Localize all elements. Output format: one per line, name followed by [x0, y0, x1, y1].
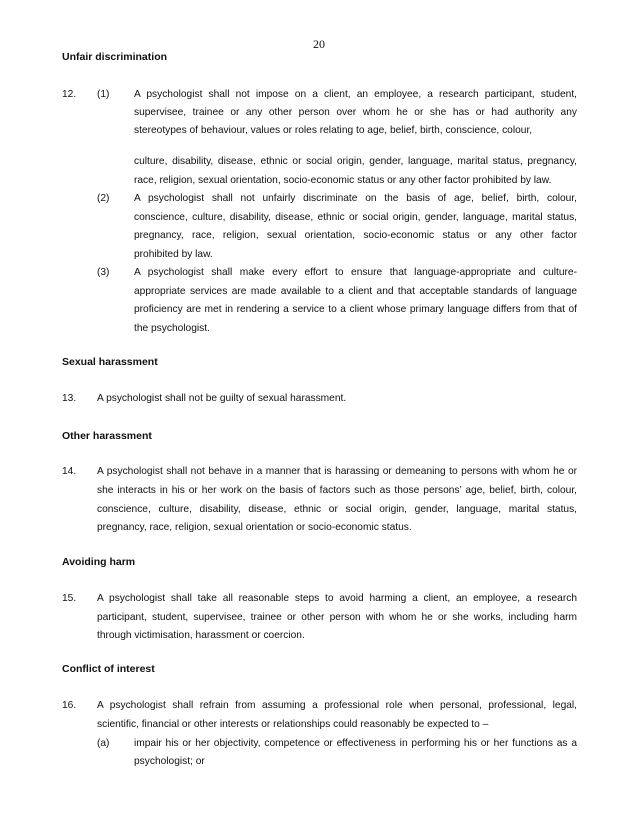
- text-line: culture, disability, disease, ethnic or social origin, gender, language, marital status, pregnancy,: [134, 156, 577, 167]
- text-line: psychologist; or: [134, 756, 205, 767]
- subclause-label: (2): [97, 193, 110, 204]
- text-line: pregnancy, race, religion, sexual orientation, socio-economic status or any other factor: [134, 230, 577, 241]
- text-line: impair his or her objectivity, competence or effectiveness in performing his or her functions as a: [134, 738, 577, 749]
- text-line: conscience, culture, disability, disease, ethnic or social origin, gender, language, marital status,: [97, 504, 577, 515]
- text-line: participant, student, supervisee, trainee or other person with whom he or she works, including harm: [97, 612, 577, 623]
- text-line: A psychologist shall make every effort to ensure that language-appropriate and culture-: [134, 267, 577, 278]
- text-line: A psychologist shall not impose on a client, an employee, a research participant, student,: [134, 89, 577, 100]
- text-line: A psychologist shall not behave in a manner that is harassing or demeaning to persons with whom he or: [97, 466, 577, 477]
- text-line: scientific, financial or other interests or relationships could reasonably be expected to –: [97, 719, 489, 730]
- text-line: pregnancy, race, religion, sexual orientation or socio-economic status.: [97, 522, 412, 533]
- subclause-label: (3): [97, 267, 110, 278]
- text-line: race, religion, sexual orientation, socio-economic status or any other factor prohibited by law.: [134, 175, 552, 186]
- page-number: 20: [313, 37, 325, 51]
- section-heading: Sexual harassment: [62, 356, 158, 368]
- clause-number: 16.: [62, 700, 77, 711]
- text-line: A psychologist shall not be guilty of sexual harassment.: [97, 393, 347, 404]
- subclause-label: (1): [97, 89, 110, 100]
- text-line: the psychologist.: [134, 323, 210, 334]
- text-line: she interacts in his or her work on the basis of factors such as those persons’ age, belief, birth, colour,: [97, 485, 577, 496]
- text-line: proficiency are met in rendering a service to a client whose primary language differs from that of: [134, 304, 577, 315]
- text-line: stereotypes of behaviour, values or roles relating to age, belief, birth, conscience, colour,: [134, 125, 533, 136]
- text-line: prohibited by law.: [134, 249, 213, 260]
- text-line: appropriate services are made available to a client and that acceptable standards of language: [134, 286, 577, 297]
- clause-number: 12.: [62, 89, 77, 100]
- text-line: through victimisation, harassment or coercion.: [97, 630, 305, 641]
- text-line: supervisee, trainee or any other person over whom he or she has or had authority any: [134, 107, 577, 118]
- text-line: A psychologist shall not unfairly discriminate on the basis of age, belief, birth, colour,: [134, 193, 577, 204]
- text-line: conscience, culture, disability, disease, ethnic or social origin, gender, language, marital status,: [134, 212, 577, 223]
- text-line: A psychologist shall take all reasonable steps to avoid harming a client, an employee, a research: [97, 593, 577, 604]
- clause-number: 14.: [62, 466, 77, 477]
- text-line: A psychologist shall refrain from assuming a professional role when personal, professional, legal,: [97, 700, 577, 711]
- section-heading: Unfair discrimination: [62, 51, 168, 63]
- section-heading: Avoiding harm: [62, 556, 136, 568]
- section-heading: Other harassment: [62, 430, 152, 442]
- subclause-label: (a): [97, 738, 110, 749]
- clause-number: 15.: [62, 593, 77, 604]
- section-heading: Conflict of interest: [62, 663, 155, 675]
- clause-number: 13.: [62, 393, 77, 404]
